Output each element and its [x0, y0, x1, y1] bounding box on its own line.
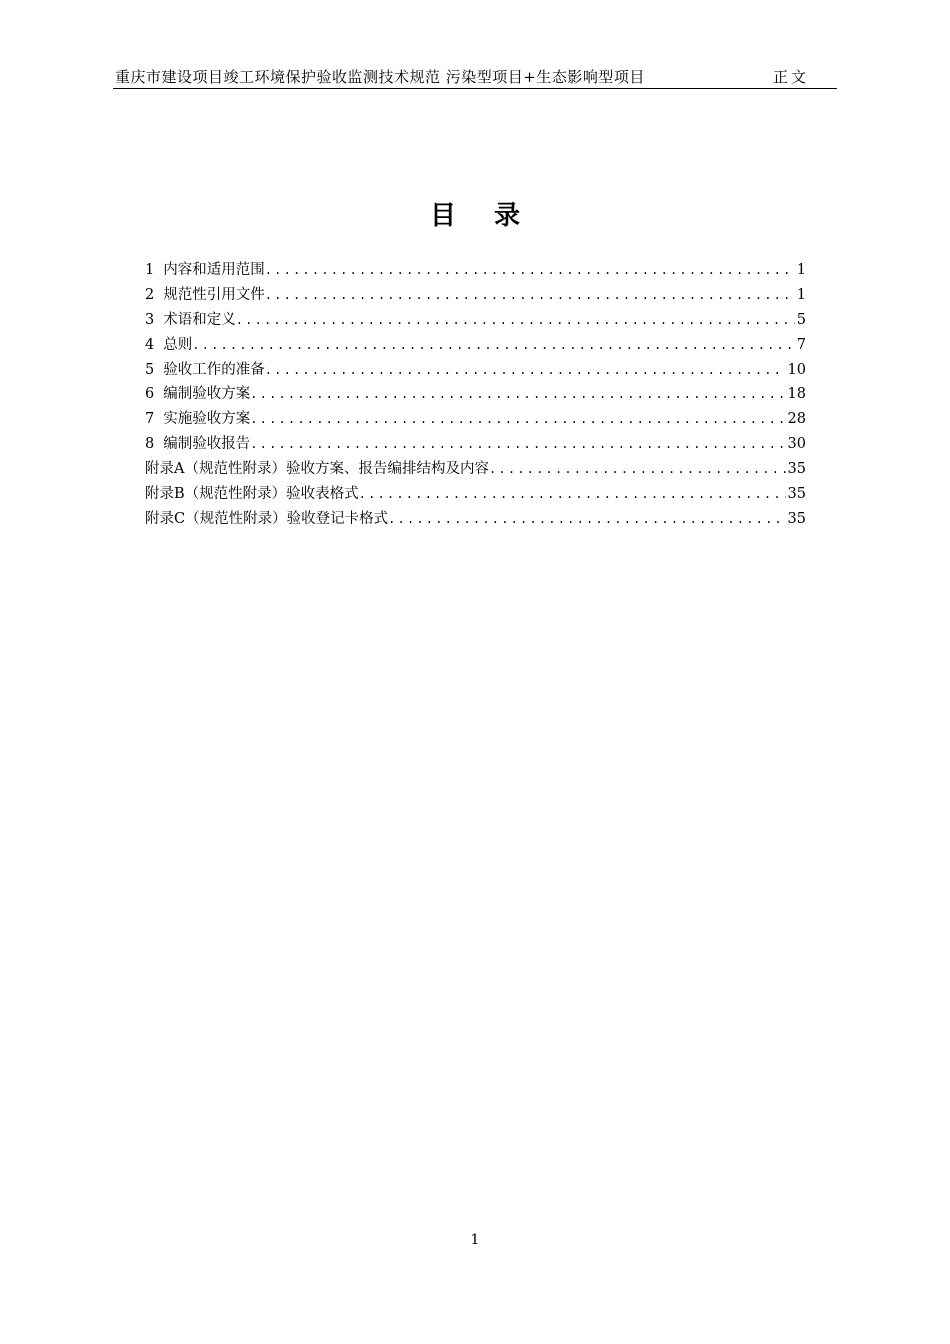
toc-dot-leader: [359, 482, 786, 507]
toc-entry-label: 术语和定义: [163, 311, 236, 328]
toc-entry-number: 4: [145, 336, 155, 353]
toc-dot-leader: [250, 382, 785, 407]
toc-entry-page: 18: [787, 386, 806, 403]
toc-entry-page: 35: [787, 510, 806, 527]
toc-entry-label: 附录B（规范性附录）验收表格式: [145, 486, 359, 503]
toc-entry-number: 7: [145, 411, 155, 428]
table-of-contents: [145, 258, 806, 532]
toc-entry-label: 附录C（规范性附录）验收登记卡格式: [145, 510, 389, 527]
running-header: [113, 66, 837, 89]
toc-dot-leader: [250, 407, 785, 432]
toc-entry[interactable]: [145, 358, 806, 383]
toc-dot-leader: [265, 258, 795, 283]
toc-entry-page: 1: [796, 262, 806, 278]
toc-entry-number: 2: [145, 286, 155, 303]
toc-entry-page: 1: [796, 286, 806, 303]
toc-entry-page: 35: [787, 461, 806, 478]
toc-entry[interactable]: [145, 333, 806, 358]
toc-entry-number: 8: [145, 436, 155, 453]
toc-dot-leader: [265, 283, 795, 308]
toc-entry-page: 5: [796, 311, 806, 328]
toc-entry-label: 附录A（规范性附录）验收方案、报告编排结构及内容: [145, 461, 489, 478]
toc-entry-page: 30: [787, 436, 806, 453]
toc-entry-label: 编制验收报告: [163, 436, 251, 453]
toc-entry-number: 6: [145, 386, 155, 403]
toc-entry-page: 28: [787, 411, 806, 428]
toc-title: 目录: [429, 201, 558, 231]
toc-entry-page: 35: [787, 486, 806, 503]
toc-entry[interactable]: [145, 258, 806, 283]
toc-dot-leader: [265, 358, 786, 383]
toc-entry[interactable]: [145, 507, 806, 532]
toc-entry[interactable]: [145, 308, 806, 333]
toc-entry[interactable]: [145, 432, 806, 457]
toc-entry-label: 编制验收方案: [163, 386, 251, 403]
toc-entry-number: 5: [145, 361, 155, 378]
toc-entry-label: 实施验收方案: [163, 411, 251, 428]
toc-dot-leader: [236, 308, 795, 333]
toc-entry[interactable]: [145, 457, 806, 482]
toc-entry-page: 7: [796, 336, 806, 353]
header-title: 重庆市建设项目竣工环境保护验收监测技术规范 污染型项目+生态影响型项目: [115, 68, 645, 86]
toc-dot-leader: [388, 507, 785, 532]
toc-entry[interactable]: [145, 482, 806, 507]
toc-entry-label: 规范性引用文件: [163, 286, 265, 303]
toc-dot-leader: [489, 457, 786, 482]
toc-entry-page: 10: [787, 361, 806, 378]
toc-entry[interactable]: [145, 382, 806, 407]
toc-entry-number: 1: [145, 262, 155, 278]
toc-dot-leader: [192, 333, 795, 358]
toc-entry-label: 总则: [163, 336, 193, 353]
toc-entry[interactable]: [145, 407, 806, 432]
toc-entry-label: 内容和适用范围: [163, 262, 265, 278]
header-section-label: 正文: [772, 68, 809, 86]
toc-entry-label: 验收工作的准备: [163, 361, 265, 378]
toc-entry-number: 3: [145, 311, 155, 328]
toc-entry[interactable]: [145, 283, 806, 308]
toc-dot-leader: [250, 432, 785, 457]
page-number: 1: [470, 1232, 480, 1248]
